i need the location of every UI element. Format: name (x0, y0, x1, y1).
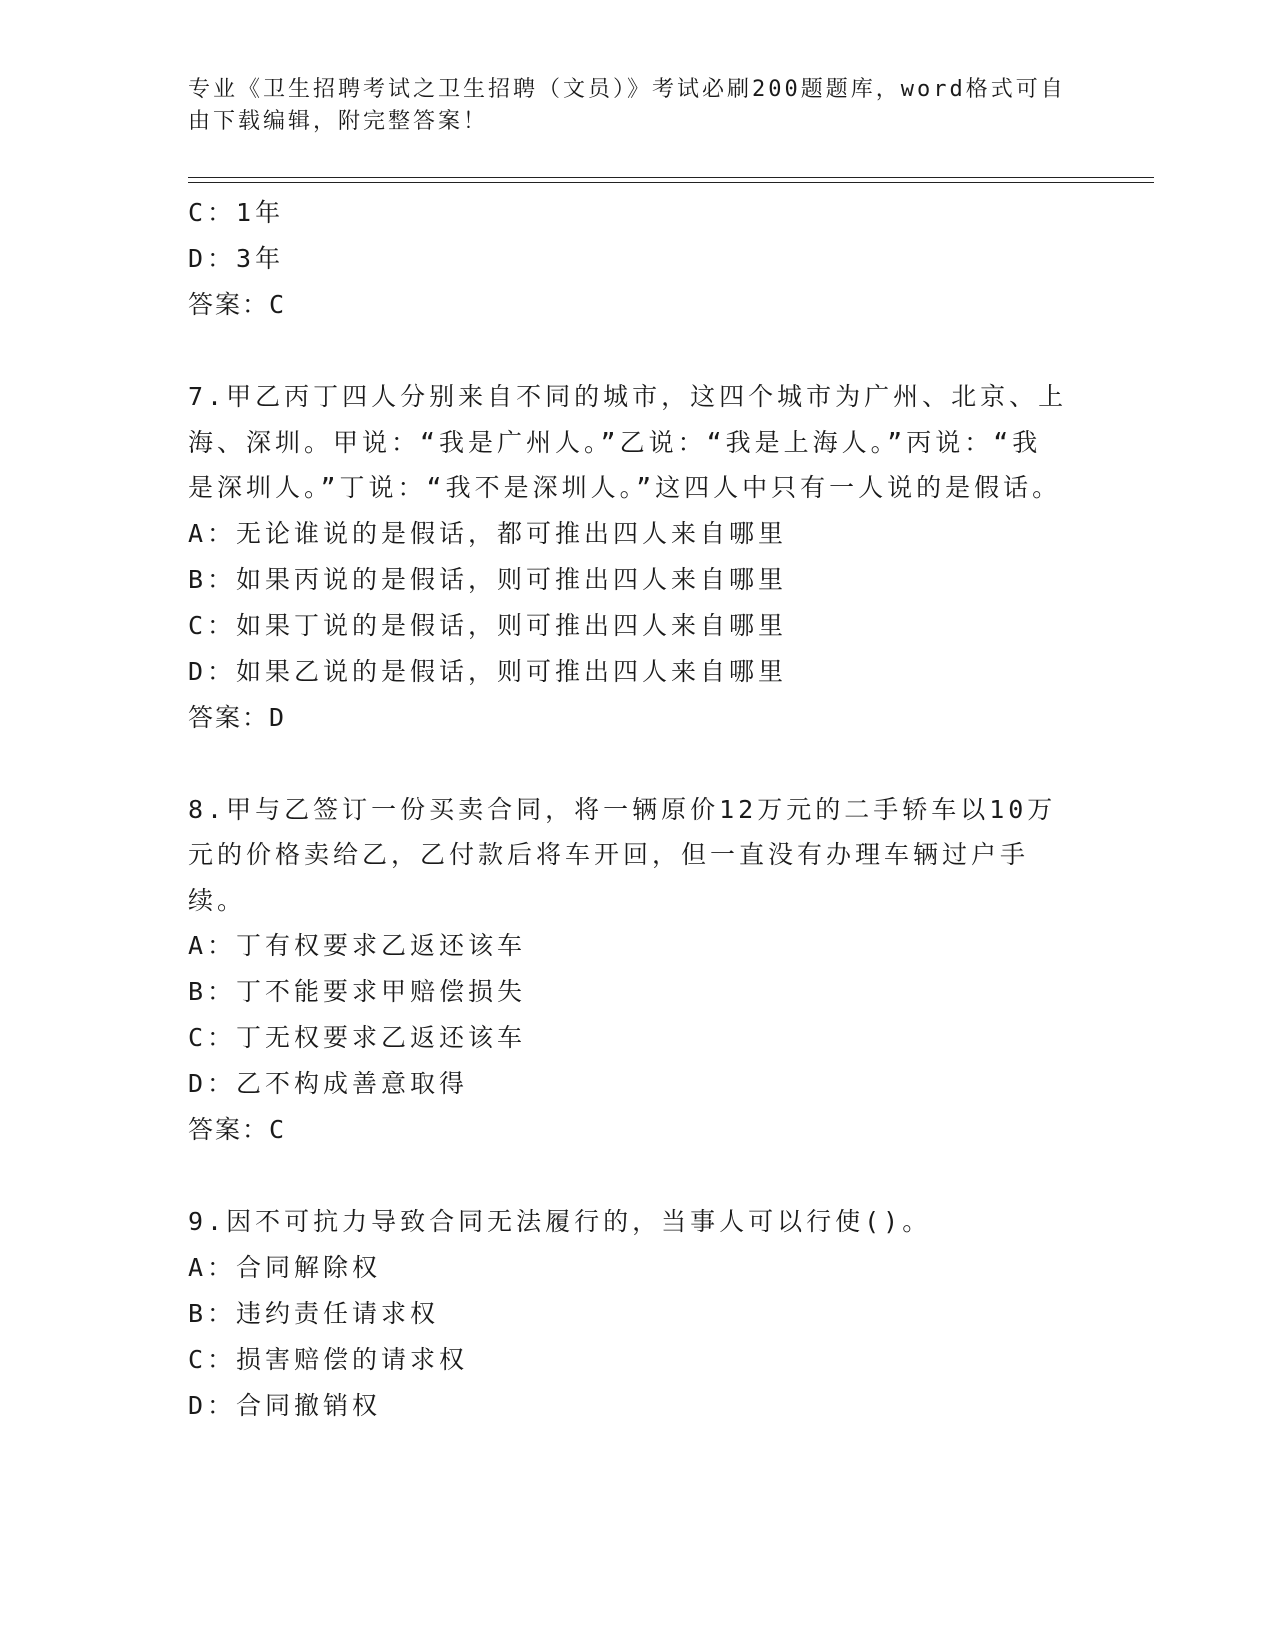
option-d: D：乙不构成善意取得 (188, 1069, 469, 1098)
option-d: D：3年 (188, 244, 285, 273)
option-b: B：如果丙说的是假话，则可推出四人来自哪里 (188, 564, 788, 594)
question-7 (188, 374, 1068, 741)
option-b: B：丁不能要求甲赔偿损失 (188, 977, 527, 1006)
question-8 (188, 787, 1068, 1154)
option-d: D：如果乙说的是假话，则可推出四人来自哪里 (188, 656, 788, 686)
option-a: A：无论谁说的是假话，都可推出四人来自哪里 (188, 518, 788, 548)
option-a: A：丁有权要求乙返还该车 (188, 931, 527, 960)
question-stem: 8.甲与乙签订一份买卖合同，将一辆原价12万元的二手轿车以10万元的价格卖给乙，乙付款后将车开回，但一直没有办理车辆过户手续。 (188, 794, 1057, 915)
header-divider-bottom (188, 182, 1154, 183)
answer-line: 答案：D (188, 702, 287, 732)
option-c: C：1年 (188, 198, 285, 227)
option-b: B：违约责任请求权 (188, 1298, 440, 1328)
document-header: 专业《卫生招聘考试之卫生招聘（文员）》考试必刷200题题库，word格式可自由下载编辑，附完整答案！ (188, 77, 1066, 134)
question-stem: 7.甲乙丙丁四人分别来自不同的城市，这四个城市为广州、北京、上海、深圳。甲说：“我是广州人。”乙说：“我是上海人。”丙说：“我是深圳人。”丁说：“我不是深圳人。”这四人中只有一人说的是假话。 (188, 382, 1068, 502)
header-divider-top (188, 177, 1154, 178)
answer-line: 答案：C (188, 290, 287, 319)
question-list (188, 190, 1068, 1429)
option-a: A：合同解除权 (188, 1252, 382, 1282)
option-c: C：损害赔偿的请求权 (188, 1344, 469, 1374)
question-9 (188, 1199, 1068, 1429)
option-c: C：丁无权要求乙返还该车 (188, 1023, 527, 1052)
question-stem: 9.因不可抗力导致合同无法履行的，当事人可以行使()。 (188, 1207, 932, 1236)
option-d: D：合同撤销权 (188, 1390, 382, 1420)
option-c: C：如果丁说的是假话，则可推出四人来自哪里 (188, 610, 788, 640)
answer-line: 答案：C (188, 1115, 287, 1144)
